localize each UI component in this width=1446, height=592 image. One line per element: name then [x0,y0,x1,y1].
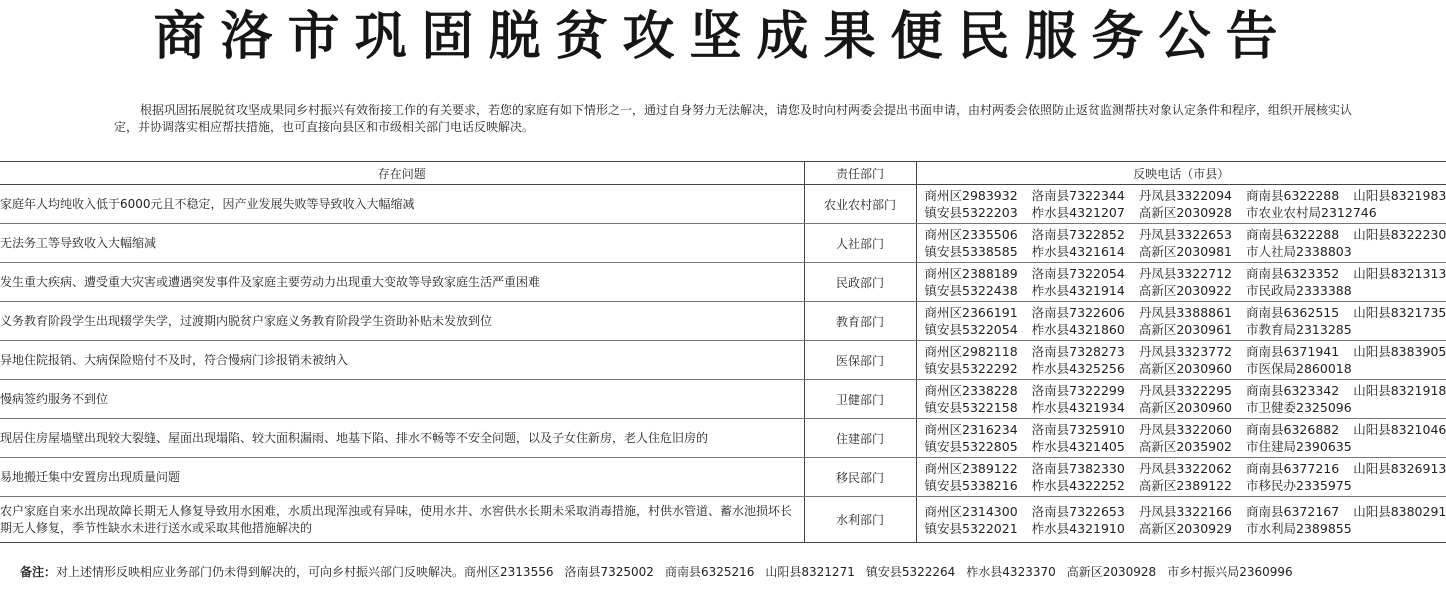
table-row [0,224,1446,263]
phone-number: 柞水县4321405 [1031,439,1125,454]
phone-number: 商州区2335506 [924,227,1018,242]
header-issue: 存在问题 [0,162,804,185]
phone-line [925,304,1446,321]
phone-line [925,226,1446,243]
department-cell: 教育部门 [804,302,916,341]
table-row [0,380,1446,419]
department-cell: 住建部门 [804,419,916,458]
table-row [0,458,1446,497]
phone-number: 商州区2389122 [924,461,1018,476]
phone-line [925,438,1446,455]
phone-number: 镇安县5322805 [924,439,1018,454]
phone-number: 山阳县8321918 [1353,383,1446,398]
phone-line [925,399,1446,416]
phone-number: 洛南县7325910 [1031,422,1125,437]
service-table [0,161,1446,543]
phone-number: 丹凤县3322062 [1138,461,1233,476]
phone-number: 镇安县5322438 [924,283,1018,298]
table-row [0,302,1446,341]
phone-line [925,343,1446,360]
footnote [20,563,1304,580]
phone-line [925,204,1446,221]
phone-number: 丹凤县3323772 [1138,344,1233,359]
footnote-text: 对上述情形反映相应业务部门仍未得到解决的，可向乡村振兴部门反映解决。 [56,565,465,579]
phone-number: 山阳县8321046 [1353,422,1446,437]
department-cell: 民政部门 [804,263,916,302]
phone-number: 山阳县8321313 [1353,266,1446,281]
footnote-phone: 镇安县5322264 [865,565,956,579]
phone-number: 镇安县5322054 [924,322,1018,337]
phone-number: 商南县6377216 [1246,461,1340,476]
phone-number: 丹凤县3322295 [1138,383,1233,398]
department-cell: 医保部门 [804,341,916,380]
phone-number: 商南县6322288 [1246,227,1340,242]
phone-number: 镇安县5338585 [924,244,1018,259]
issue-cell: 义务教育阶段学生出现辍学失学，过渡期内脱贫户家庭义务教育阶段学生资助补贴未发放到位 [0,302,804,341]
phone-number: 高新区2030928 [1138,205,1233,220]
phone-number: 市卫健委2325096 [1246,400,1352,415]
table-row [0,185,1446,224]
footnote-phone: 洛南县7325002 [564,565,654,579]
department-cell: 移民部门 [804,458,916,497]
phone-number: 商州区2338228 [924,383,1018,398]
phone-number: 洛南县7382330 [1031,461,1125,476]
header-phone: 反映电话（市县） [916,162,1446,185]
phone-line [925,382,1446,399]
phone-number: 洛南县7328273 [1031,344,1125,359]
phone-line [925,187,1446,204]
phone-number: 市移民办2335975 [1246,478,1352,493]
phone-number: 商南县6371941 [1246,344,1340,359]
notice-title: 商洛市巩固脱贫攻坚成果便民服务公告 [153,7,1293,67]
phone-number: 商南县6372167 [1246,503,1340,519]
phone-number: 镇安县5338216 [924,478,1018,493]
phone-number: 洛南县7322054 [1031,266,1125,281]
phone-number: 市民政局2333388 [1246,283,1352,298]
phone-line [925,520,1446,537]
phone-cell [916,419,1446,458]
phone-number: 山阳县8321983 [1353,188,1446,203]
phone-number: 山阳县8380291 [1353,503,1446,519]
table-row [0,263,1446,302]
phone-cell [916,263,1446,302]
phone-line [925,243,1446,260]
phone-number: 柞水县4321207 [1031,205,1125,220]
phone-number: 商南县6322288 [1246,188,1340,203]
phone-line [925,321,1446,338]
header-department: 责任部门 [804,162,916,185]
phone-number: 商州区2314300 [924,503,1018,519]
phone-number: 镇安县5322203 [924,205,1018,220]
phone-line [925,460,1446,477]
phone-number: 市住建局2390635 [1246,439,1352,454]
phone-number: 柞水县4321860 [1031,322,1125,337]
phone-line [925,360,1446,377]
phone-number: 高新区2389122 [1138,478,1233,493]
phone-line [925,282,1446,299]
phone-number: 高新区2030922 [1138,283,1233,298]
footnote-label: 备注： [20,565,57,579]
phone-number: 丹凤县3322166 [1138,503,1233,519]
phone-number: 高新区2030929 [1138,520,1233,536]
department-cell: 人社部门 [804,224,916,263]
phone-number: 柞水县4321934 [1031,400,1125,415]
table-row [0,419,1446,458]
phone-number: 商州区2366191 [924,305,1018,320]
phone-cell [916,380,1446,419]
phone-number: 丹凤县3388861 [1138,305,1233,320]
intro-paragraph: 根据巩固拓展脱贫攻坚成果同乡村振兴有效衔接工作的有关要求，若您的家庭有如下情形之一，通过自身努力无法解决，请您及时向村两委会提出书面申请，由村两委会依照防止返贫监测帮扶对象认定条件和程序，组织开展核实认定，并协调落实相应帮扶措施，也可直接向县区和市级相关部门电话反映解决。 [114,103,1353,134]
phone-number: 商州区2388189 [924,266,1018,281]
phone-number: 丹凤县3322094 [1138,188,1233,203]
phone-number: 柞水县4325256 [1031,361,1125,376]
issue-cell: 慢病签约服务不到位 [0,380,804,419]
issue-cell: 无法务工等导致收入大幅缩减 [0,224,804,263]
phone-number: 洛南县7322299 [1031,383,1125,398]
phone-number: 洛南县7322606 [1031,305,1125,320]
table-header-row [0,162,1446,185]
phone-number: 山阳县8383905 [1353,344,1446,359]
issue-cell: 异地住院报销、大病保险赔付不及时，符合慢病门诊报销未被纳入 [0,341,804,380]
phone-cell [916,341,1446,380]
phone-number: 商南县6326882 [1246,422,1340,437]
phone-number: 山阳县8321735 [1353,305,1446,320]
table-row [0,341,1446,380]
phone-cell [916,185,1446,224]
phone-number: 市医保局2860018 [1246,361,1352,376]
footnote-phone: 商州区2313556 [464,565,554,579]
phone-number: 市农业农村局2312746 [1246,205,1377,220]
phone-number: 高新区2030961 [1138,322,1233,337]
phone-cell [916,224,1446,263]
phone-number: 丹凤县3322060 [1138,422,1233,437]
phone-number: 镇安县5322021 [924,520,1018,536]
phone-number: 丹凤县3322653 [1138,227,1233,242]
phone-cell [916,302,1446,341]
phone-number: 洛南县7322344 [1031,188,1125,203]
phone-cell [916,497,1446,543]
footnote-phone: 高新区2030928 [1066,565,1157,579]
footnote-phone: 市乡村振兴局2360996 [1167,565,1293,579]
issue-cell: 易地搬迁集中安置房出现质量问题 [0,458,804,497]
phone-number: 市人社局2338803 [1246,244,1352,259]
issue-cell: 农户家庭自来水出现故障长期无人修复导致用水困难，水质出现浑浊或有异味，使用水井、水窖供水长期未采取消毒措施，村供水管道、蓄水池损坏长期无人修复，季节性缺水未进行送水或采取其他措施解决的 [0,497,804,543]
phone-number: 柞水县4321910 [1031,520,1125,536]
phone-number: 山阳县8326913 [1353,461,1446,476]
table-row [0,497,1446,543]
phone-number: 柞水县4321914 [1031,283,1125,298]
phone-line [925,265,1446,282]
phone-number: 高新区2030960 [1138,361,1233,376]
phone-number: 商州区2982118 [924,344,1018,359]
department-cell: 卫健部门 [804,380,916,419]
phone-number: 高新区2030981 [1138,244,1233,259]
department-cell: 农业农村部门 [804,185,916,224]
phone-number: 商南县6323342 [1246,383,1340,398]
issue-cell: 现居住房屋墙壁出现较大裂缝、屋面出现塌陷、较大面积漏雨、地基下陷、排水不畅等不安全问题，以及子女住新房，老人住危旧房的 [0,419,804,458]
footnote-phone: 柞水县4323370 [966,565,1056,579]
phone-number: 柞水县4322252 [1031,478,1125,493]
phone-line [925,503,1446,520]
footnote-phone: 商南县6325216 [664,565,755,579]
issue-cell: 家庭年人均纯收入低于6000元且不稳定，因产业发展失败等导致收入大幅缩减 [0,185,804,224]
phone-number: 镇安县5322158 [924,400,1018,415]
phone-number: 商南县6323352 [1246,266,1340,281]
issue-cell: 发生重大疾病、遭受重大灾害或遭遇突发事件及家庭主要劳动力出现重大变故等导致家庭生活严重困难 [0,263,804,302]
phone-number: 柞水县4321614 [1031,244,1125,259]
phone-number: 丹凤县3322712 [1138,266,1233,281]
phone-number: 市水利局2389855 [1246,520,1352,536]
phone-cell [916,458,1446,497]
phone-number: 洛南县7322653 [1031,503,1125,519]
phone-number: 镇安县5322292 [924,361,1018,376]
phone-number: 高新区2035902 [1138,439,1233,454]
department-cell: 水利部门 [804,497,916,543]
phone-number: 山阳县8322230 [1353,227,1446,242]
phone-number: 商州区2983932 [924,188,1018,203]
phone-number: 商南县6362515 [1246,305,1340,320]
phone-number: 洛南县7322852 [1031,227,1125,242]
phone-number: 商州区2316234 [924,422,1018,437]
phone-number: 市教育局2313285 [1246,322,1352,337]
phone-number: 高新区2030960 [1138,400,1233,415]
phone-line [925,421,1446,438]
footnote-phone: 山阳县8321271 [765,565,855,579]
phone-line [925,477,1446,494]
